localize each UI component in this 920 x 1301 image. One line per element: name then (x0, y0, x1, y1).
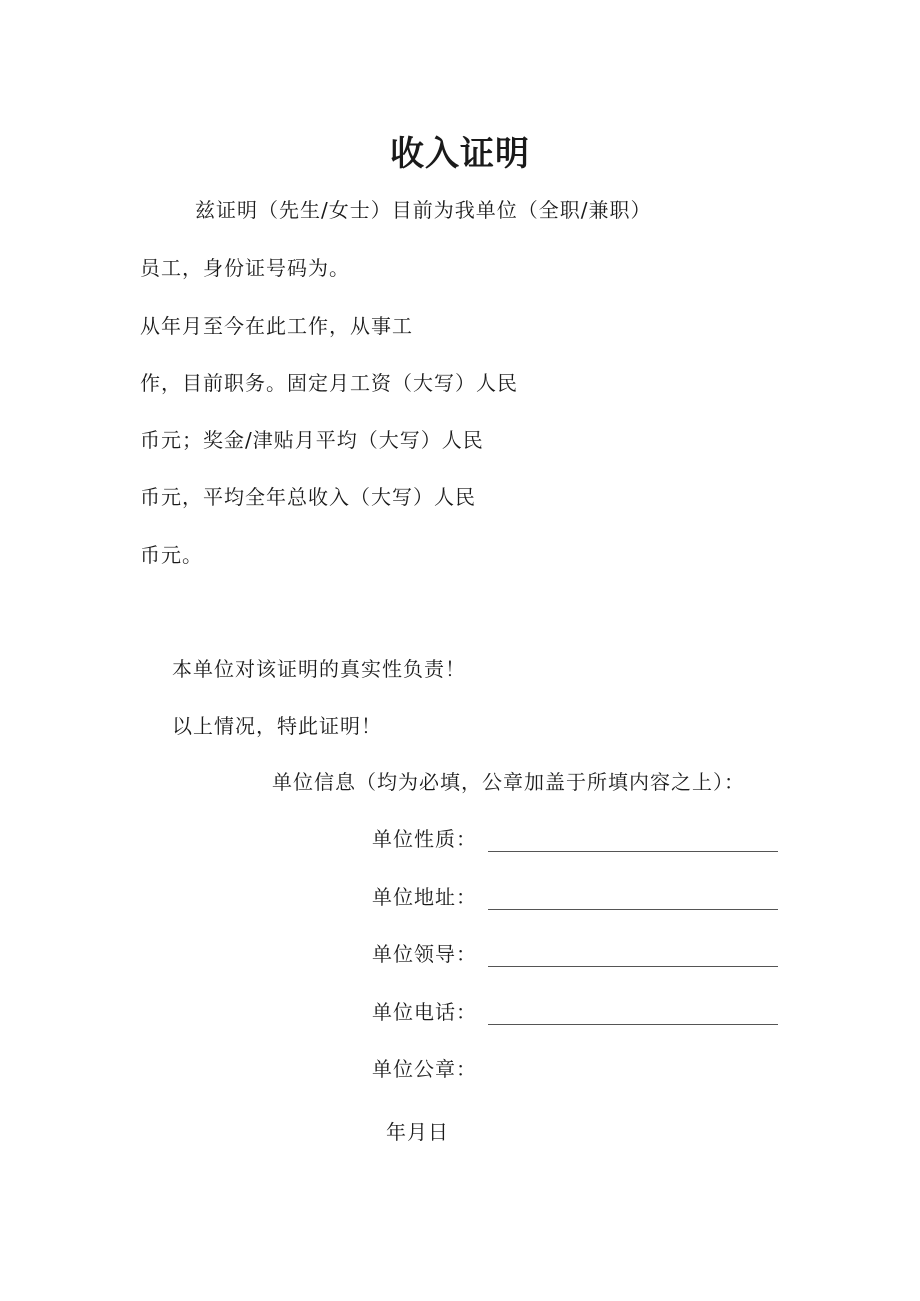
field-label: 单位领导： (372, 942, 477, 966)
blank-line (488, 966, 778, 967)
body-line-7: 币元。 (140, 543, 203, 567)
document-title: 收入证明 (390, 134, 530, 174)
body-line-5: 币元；奖金/津贴月平均（大写）人民 (140, 428, 484, 452)
body-line-2: 员工，身份证号码为。 (140, 256, 350, 280)
field-unit-address (372, 883, 782, 913)
blank-line (488, 851, 778, 852)
field-label: 单位地址： (372, 885, 477, 909)
field-unit-phone (372, 998, 782, 1028)
body-line-3: 从年月至今在此工作，从事工 (140, 314, 413, 338)
declaration-hereby-certify: 以上情况，特此证明！ (172, 714, 382, 738)
unit-seal-label: 单位公章： (372, 1057, 477, 1081)
field-unit-leader (372, 940, 782, 970)
body-line-4: 作，目前职务。固定月工资（大写）人民 (140, 371, 518, 395)
field-label: 单位性质： (372, 827, 477, 851)
declaration-authenticity: 本单位对该证明的真实性负责！ (172, 657, 466, 681)
unit-info-heading: 单位信息（均为必填，公章加盖于所填内容之上）： (272, 770, 745, 794)
date-label: 年月日 (386, 1120, 449, 1144)
field-label: 单位电话： (372, 1000, 477, 1024)
body-line-1: 兹证明（先生/女士）目前为我单位（全职/兼职） (195, 198, 652, 222)
field-unit-nature (372, 825, 782, 855)
blank-line (488, 1024, 778, 1025)
blank-line (488, 909, 778, 910)
body-line-6: 币元，平均全年总收入（大写）人民 (140, 485, 476, 509)
